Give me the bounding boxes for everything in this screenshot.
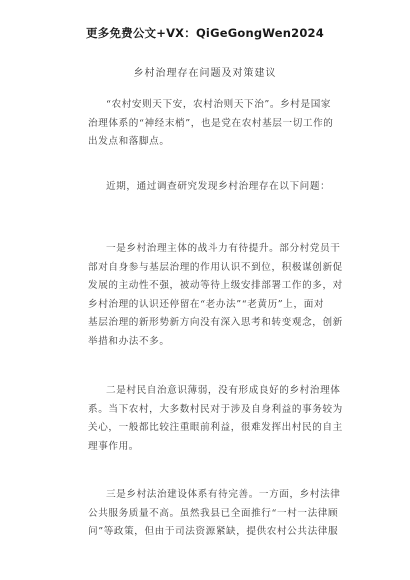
- paragraph-line: 关心，一般都比较注重眼前利益，很难发挥出村民的自主: [88, 422, 343, 433]
- paragraph-line: 发展的主动性不强，被动等待上级安排部署工作的多，对: [88, 280, 343, 291]
- paragraph-line: 理事作用。: [88, 440, 139, 452]
- paragraph-line: “农村安则天下安，农村治则天下治”。乡村是国家: [106, 99, 332, 110]
- paragraph-line: 近期，通过调查研究发现乡村治理存在以下问题：: [106, 181, 331, 192]
- paragraph-summary: [88, 178, 331, 197]
- paragraph-line: 公共服务质量不高。虽然我县已全面推行“一村一法律顾: [88, 507, 339, 519]
- document-title: 乡村治理存在问题及对策建议: [133, 68, 277, 79]
- paragraph-line: 举措和办法不多。: [88, 335, 170, 347]
- paragraph-line: 二是村民自治意识薄弱，没有形成良好的乡村治理体: [106, 385, 341, 396]
- paragraph-line: 出发点和落脚点。: [88, 136, 170, 147]
- paragraph-intro: [88, 96, 334, 152]
- paragraph-line: 三是乡村法治建设体系有待完善。一方面，乡村法律: [106, 489, 341, 500]
- paragraph-line: 一是乡村治理主体的战斗力有待提升。部分村党员干: [106, 243, 341, 254]
- paragraph-line: 系。当下农村，大多数村民对于涉及自身利益的事务较为: [88, 403, 343, 415]
- paragraph-line: 部对自身参与基层治理的作用认识不到位，积极谋创新促: [88, 261, 343, 273]
- paragraph-issue-one: [88, 240, 343, 351]
- paragraph-line: 治理体系的“神经末梢”，也是党在农村基层一切工作的: [88, 117, 334, 129]
- paragraph-issue-two: [88, 382, 343, 456]
- paragraph-line: 基层治理的新形势新方向没有深入思考和转变观念，创新: [88, 317, 343, 328]
- paragraph-line: 乡村治理的认识还停留在“老办法”“老黄历”上，面对: [88, 298, 325, 310]
- header-banner: 更多免费公文+VX：QiGeGongWen2024: [86, 26, 324, 40]
- paragraph-issue-three: [88, 486, 341, 542]
- paragraph-line: 问”等政策，但由于司法资源紧缺，提供农村公共法律服: [88, 526, 339, 537]
